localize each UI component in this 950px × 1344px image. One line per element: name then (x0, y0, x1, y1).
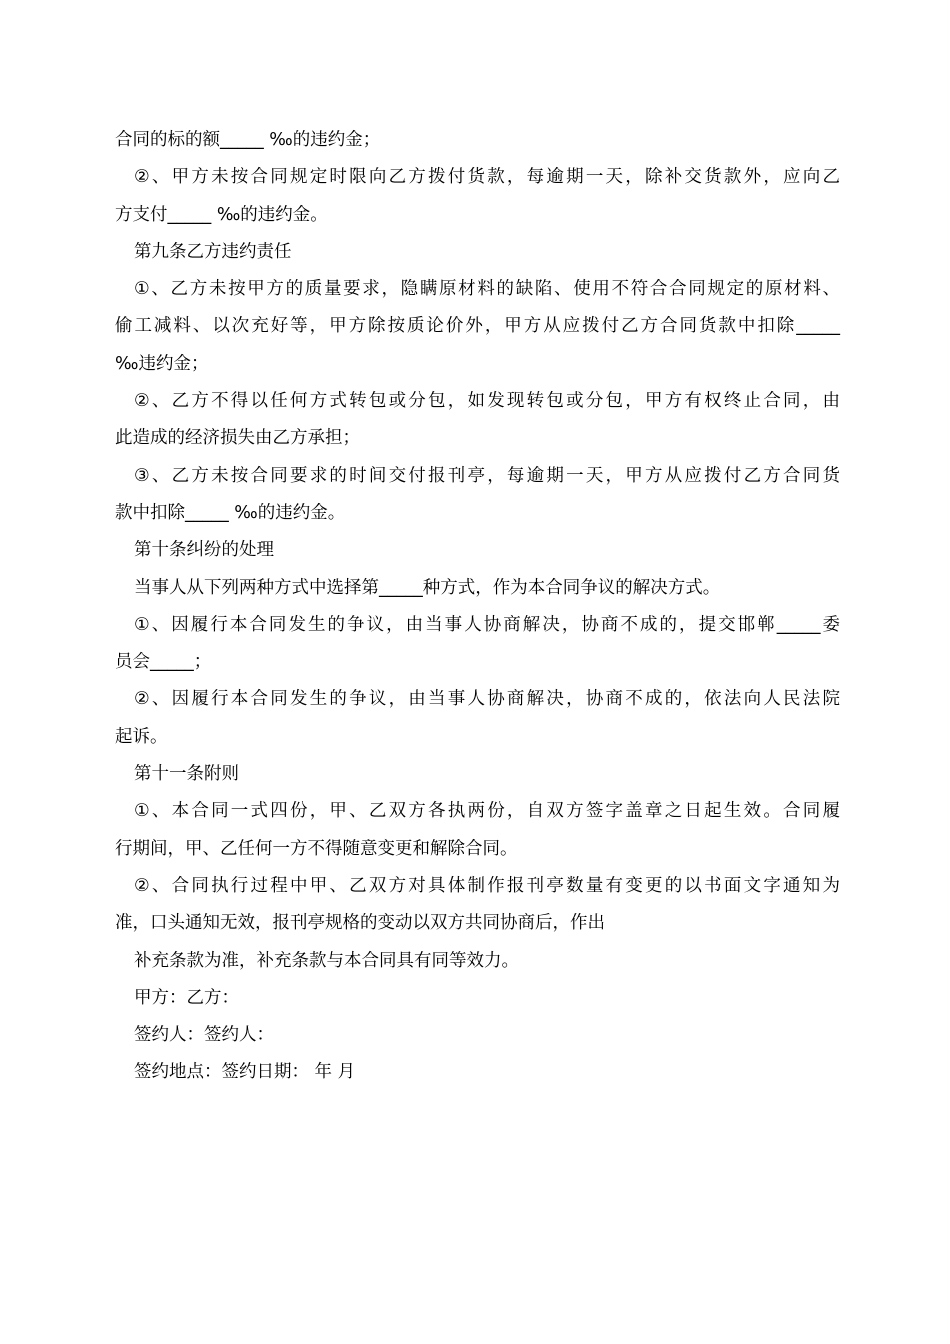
text-line: ①、乙方未按甲方的质量要求，隐瞒原材料的缺陷、使用不符合合同规定的原材料、 (134, 279, 840, 300)
document-body (115, 122, 840, 1092)
text-line: ③、乙方未按合同要求的时间交付报刊亭，每逾期一天，甲方从应拨付乙方合同货 (134, 465, 840, 486)
section-heading: 第九条乙方违约责任 (134, 241, 292, 262)
section-heading: 第十一条附则 (134, 764, 239, 785)
text-line: ②、合同执行过程中甲、乙双方对具体制作报刊亭数量有变更的以书面文字通知为 (134, 875, 840, 896)
text-line: ①、本合同一式四份，甲、乙双方各执两份，自双方签字盖章之日起生效。合同履 (134, 801, 840, 822)
text-line: 款中扣除_____ ‰的违约金。 (115, 502, 346, 523)
signature-line: 签约人：签约人： (134, 1025, 274, 1046)
section-heading: 第十条纠纷的处理 (134, 540, 274, 561)
text-line: 此造成的经济损失由乙方承担； (115, 428, 360, 449)
text-line: ②、乙方不得以任何方式转包或分包，如发现转包或分包，甲方有权终止合同，由 (134, 391, 840, 412)
text-line: 准，口头通知无效，报刊亭规格的变动以双方共同协商后，作出 (115, 913, 605, 934)
text-line: ‰违约金； (115, 353, 209, 374)
text-line: 起诉。 (115, 726, 168, 747)
signature-line: 甲方：乙方： (134, 987, 239, 1008)
text-line: 方支付_____ ‰的违约金。 (115, 204, 328, 225)
text-line: 行期间，甲、乙任何一方不得随意变更和解除合同。 (115, 838, 518, 859)
text-line: 当事人从下列两种方式中选择第_____种方式，作为本合同争议的解决方式。 (134, 577, 721, 598)
text-line: 员会_____； (115, 652, 212, 673)
text-line: ②、甲方未按合同规定时限向乙方拨付货款，每逾期一天，除补交货款外，应向乙 (134, 167, 840, 188)
text-line: 偷工减料、以次充好等，甲方除按质论价外，甲方从应拨付乙方合同货款中扣除_____ (115, 316, 840, 337)
text-line: ②、因履行本合同发生的争议，由当事人协商解决，协商不成的，依法向人民法院 (134, 689, 840, 710)
text-line: 补充条款为准，补充条款与本合同具有同等效力。 (134, 950, 519, 971)
signature-line: 签约地点：签约日期： 年 月 (134, 1062, 356, 1083)
text-line: ①、因履行本合同发生的争议，由当事人协商解决，协商不成的，提交邯郸_____委 (134, 614, 840, 635)
text-line: 合同的标的额_____ ‰的违约金； (115, 130, 381, 150)
